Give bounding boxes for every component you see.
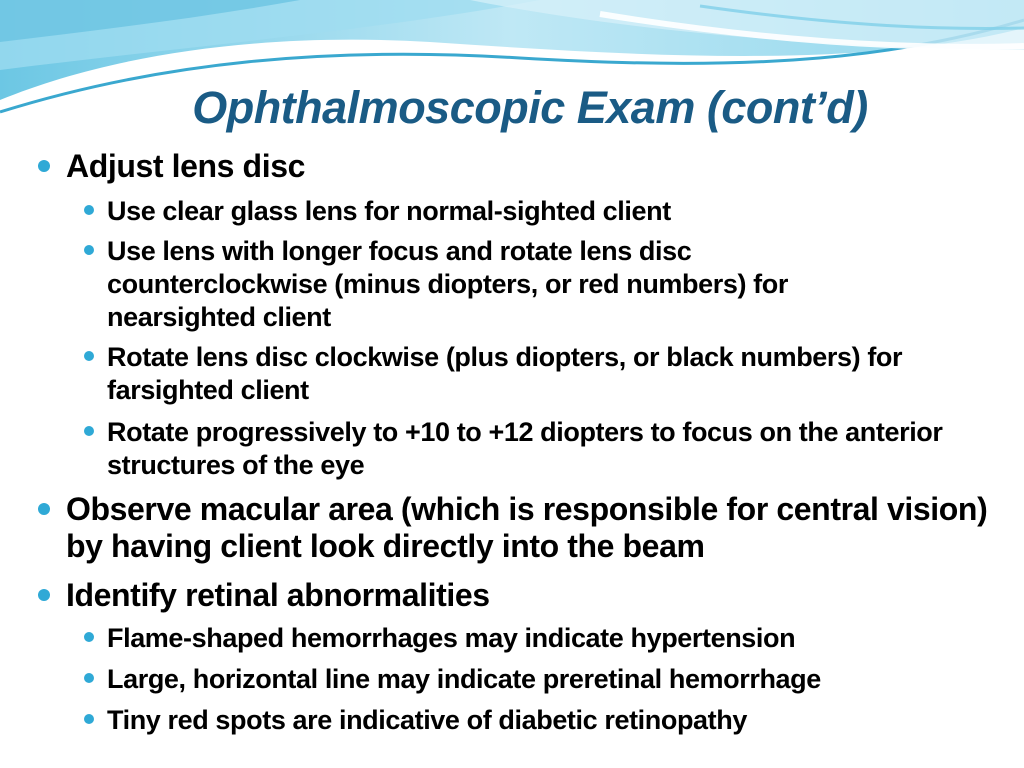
sub-bullet-dot-icon <box>84 426 94 436</box>
sub-bullet-text: Tiny red spots are indicative of diabetic retinopathy <box>107 705 747 735</box>
bullet-dot-icon <box>38 589 50 601</box>
sub-bullet-text: Use clear glass lens for normal-sighted client <box>107 196 671 226</box>
sub-bullet-dot-icon <box>84 632 94 642</box>
sub-bullet-text: Flame-shaped hemorrhages may indicate hypertension <box>107 623 796 653</box>
sub-bullet-text: Rotate progressively to +10 to +12 diopters to focus on the anterior structures of the eye <box>107 417 943 480</box>
bullet-dot-icon <box>38 160 50 172</box>
bullet-text: Adjust lens disc <box>66 148 305 184</box>
bullet-dot-icon <box>38 503 50 515</box>
sub-bullet-dot-icon <box>84 714 94 724</box>
sub-bullet-text: Rotate lens disc clockwise (plus diopters, or black numbers) for farsighted client <box>107 342 903 405</box>
sub-bullet-dot-icon <box>84 205 94 215</box>
slide-title: Ophthalmoscopic Exam (cont’d) <box>192 82 868 133</box>
sub-bullet-dot-icon <box>84 673 94 683</box>
sub-bullet-text: Large, horizontal line may indicate preretinal hemorrhage <box>107 664 821 694</box>
sub-bullet-dot-icon <box>84 351 94 361</box>
bullet-text: Observe macular area (which is responsible for central vision) by having client look directly into the beam <box>66 491 988 564</box>
bullet-text: Identify retinal abnormalities <box>66 577 490 613</box>
sub-bullet-dot-icon <box>84 245 94 255</box>
sub-bullet-text: Use lens with longer focus and rotate lens disc counterclockwise (minus diopters, or red numbers) for nearsighted client <box>107 236 788 332</box>
